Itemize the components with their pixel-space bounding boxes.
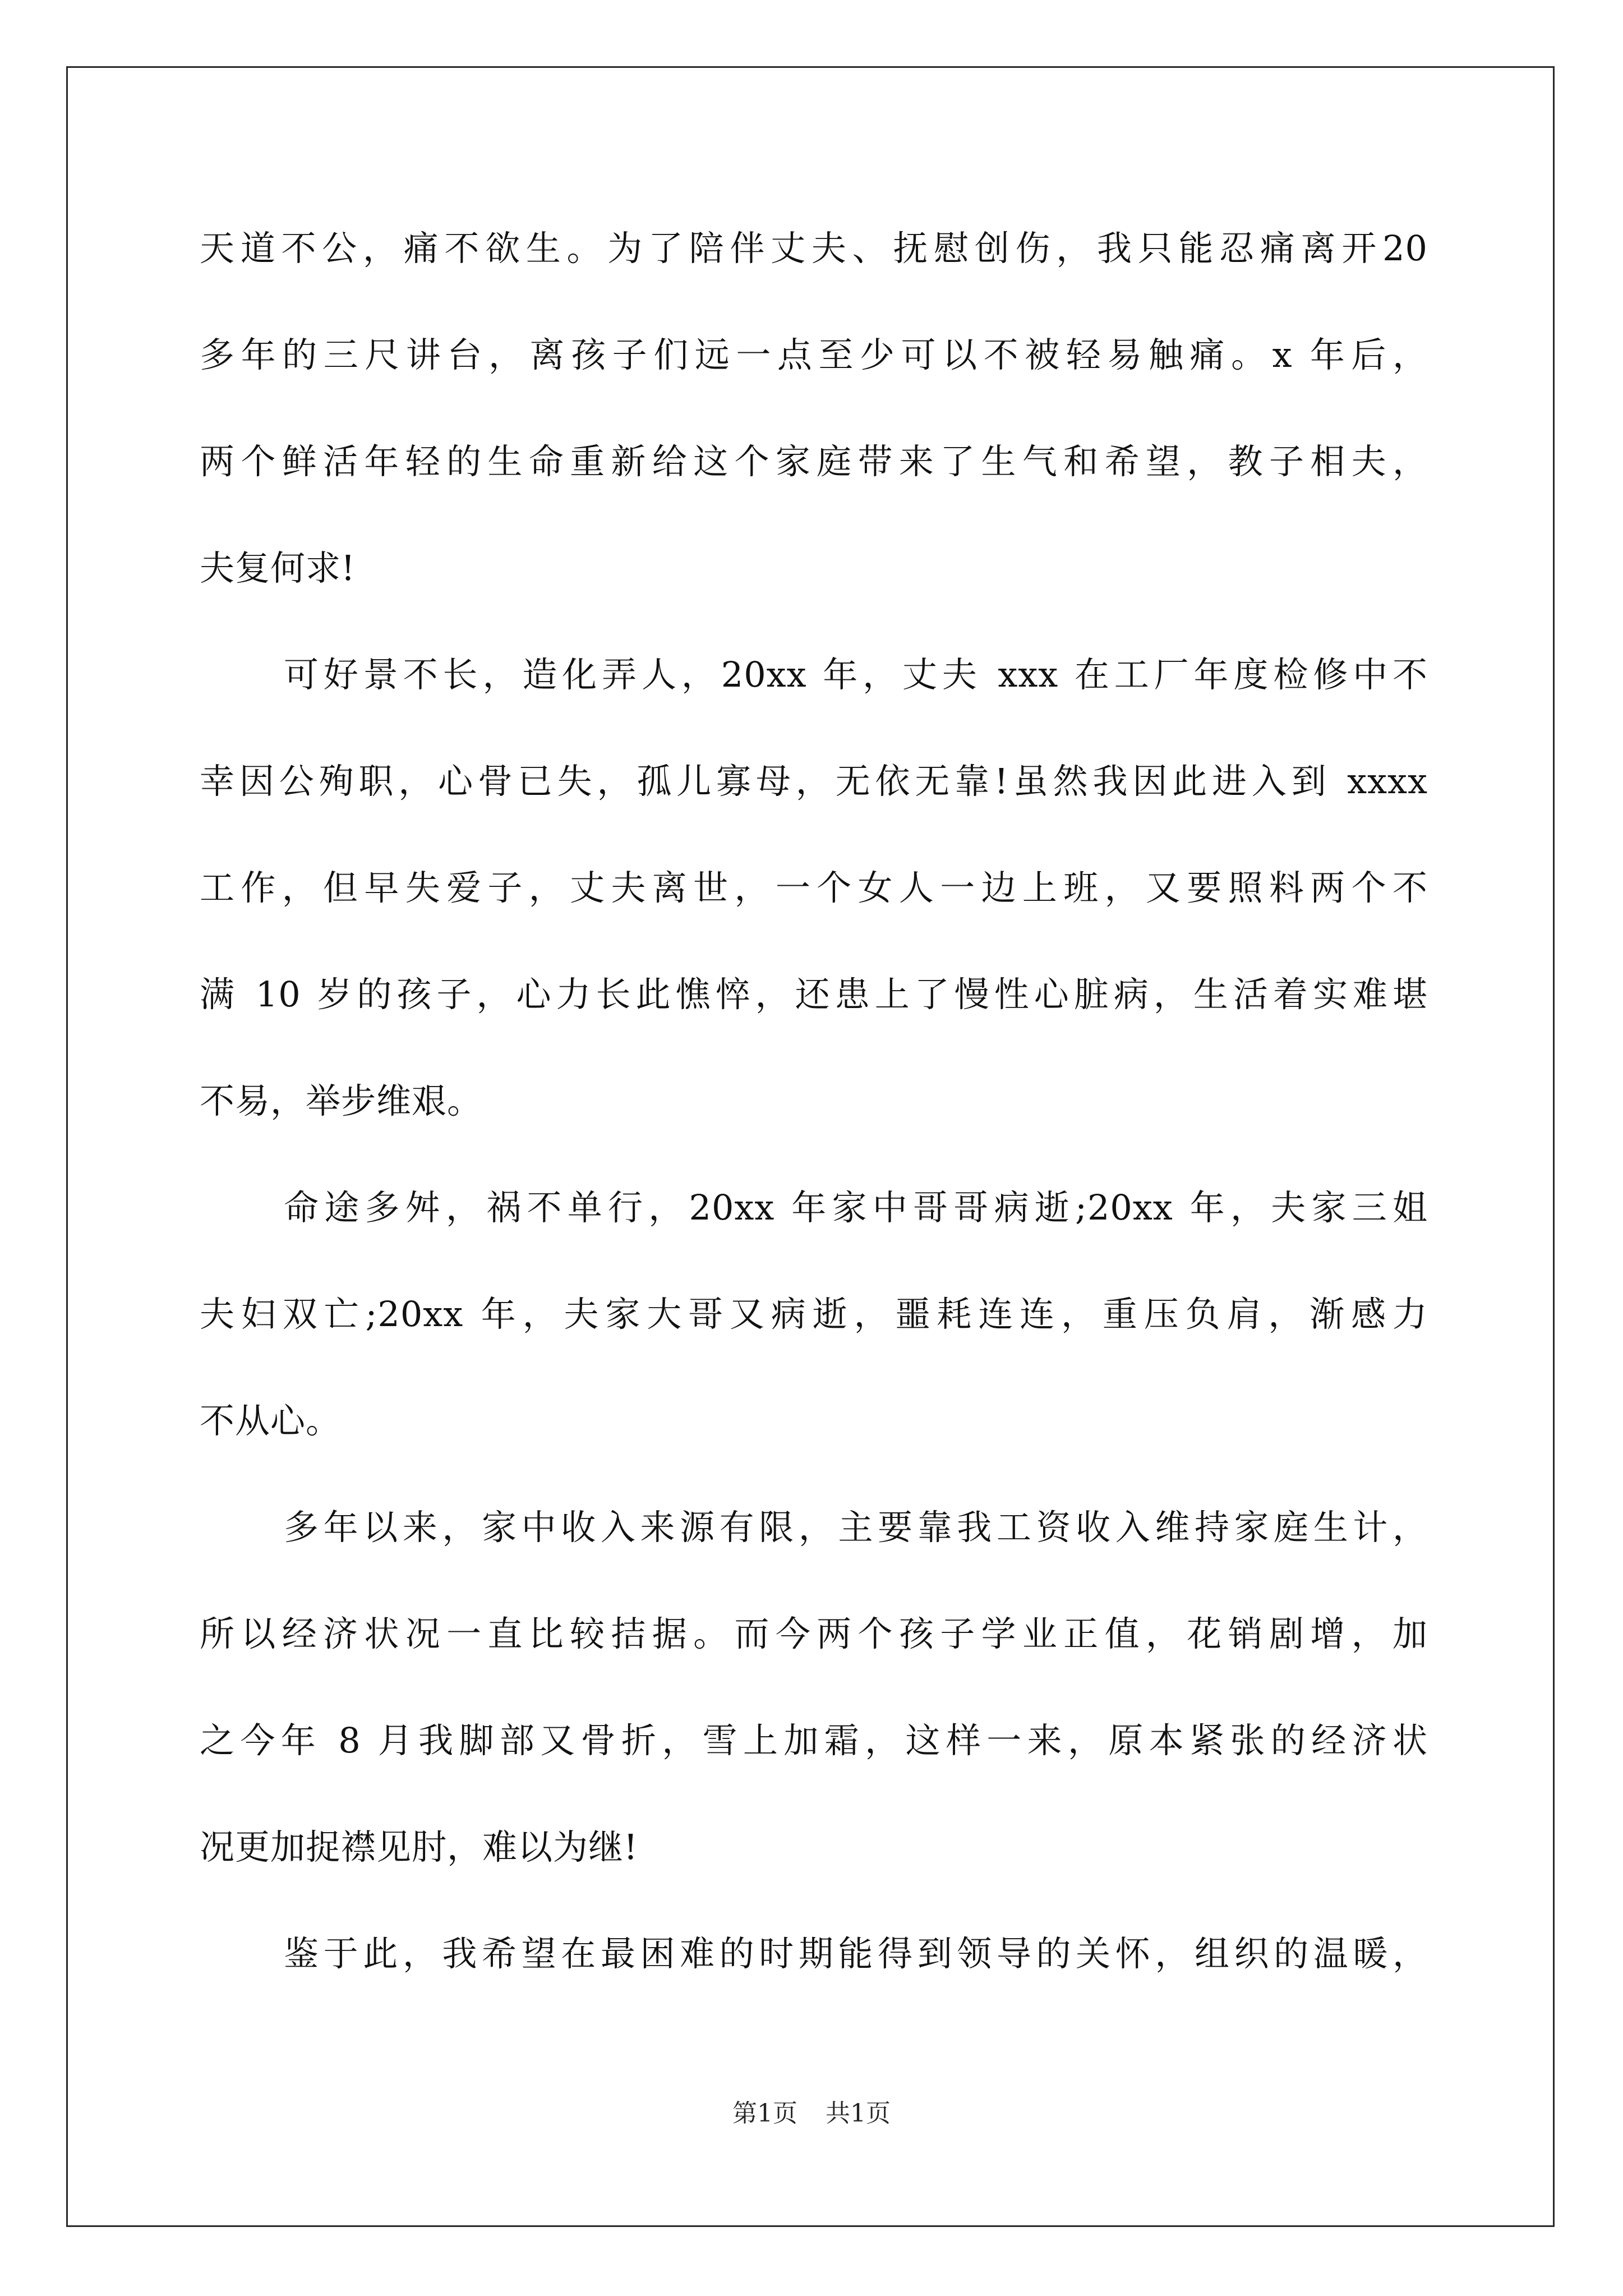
text-line-13: 多年以来，家中收入来源有限，主要靠我工资收入维持家庭生计， — [284, 1507, 1428, 1548]
page-total: 共1页 — [826, 2099, 891, 2128]
text-line-15: 之今年 8 月我脚部又骨折，雪上加霜，这样一来，原本紧张的经济状 — [200, 1720, 1428, 1761]
text-line-12: 不从心。 — [200, 1400, 342, 1441]
text-line-5: 可好景不长，造化弄人，20xx 年，丈夫 xxx 在工厂年度检修中不 — [284, 654, 1428, 695]
page-footer — [0, 2097, 1623, 2131]
text-line-1: 天道不公，痛不欲生。为了陪伴丈夫、抚慰创伤，我只能忍痛离开20 — [200, 228, 1428, 269]
text-line-4: 夫复何求! — [200, 547, 356, 588]
text-line-7: 工作，但早失爱子，丈夫离世，一个女人一边上班，又要照料两个不 — [200, 867, 1428, 908]
text-line-11: 夫妇双亡;20xx 年，夫家大哥又病逝，噩耗连连，重压负肩，渐感力 — [200, 1294, 1428, 1335]
text-line-9: 不易，举步维艰。 — [200, 1080, 483, 1121]
document-body — [200, 218, 1428, 2030]
page-number: 第1页 — [732, 2099, 797, 2128]
text-line-8: 满 10 岁的孩子，心力长此憔悴，还患上了慢性心脏病，生活着实难堪 — [200, 974, 1428, 1015]
text-line-10: 命途多舛，祸不单行，20xx 年家中哥哥病逝;20xx 年，夫家三姐 — [284, 1187, 1428, 1228]
text-line-3: 两个鲜活年轻的生命重新给这个家庭带来了生气和希望，教子相夫， — [200, 441, 1428, 482]
text-line-17: 鉴于此，我希望在最困难的时期能得到领导的关怀，组织的温暖， — [284, 1933, 1428, 1974]
text-line-6: 幸因公殉职，心骨已失，孤儿寡母，无依无靠!虽然我因此进入到 xxxx — [200, 761, 1428, 802]
text-line-14: 所以经济状况一直比较拮据。而今两个孩子学业正值，花销剧增，加 — [200, 1613, 1428, 1654]
text-line-16: 况更加捉襟见肘，难以为继! — [200, 1826, 638, 1867]
text-line-2: 多年的三尺讲台，离孩子们远一点至少可以不被轻易触痛。x 年后， — [200, 334, 1428, 375]
